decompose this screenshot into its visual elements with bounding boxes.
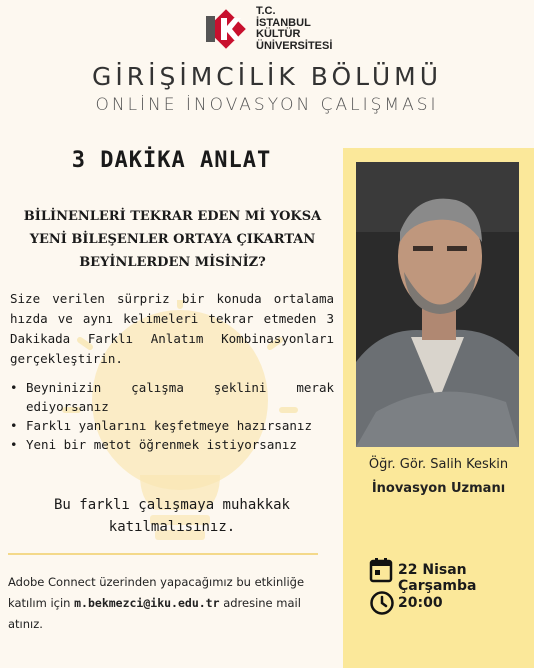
footer-line: Adobe Connect üzerinden yapacağımız bu etkinliğe [8, 575, 305, 589]
list-item-text: Farklı yanlarını keşfetmeye hazırsanız [26, 418, 312, 433]
question-line: YENİ BİLEŞENLER ORTAYA ÇIKARTAN [29, 232, 316, 247]
list-item [10, 378, 334, 416]
logo-line: ÜNİVERSİTESİ [256, 39, 333, 52]
bullet-icon: • [10, 380, 18, 395]
event-headline: 3 DAKİKA ANLAT [71, 148, 272, 173]
calendar-icon [369, 557, 393, 583]
call-to-action [10, 494, 334, 538]
list-item-text: Beyninizin çalışma şeklini merak ediyorsanız [26, 380, 334, 414]
description-text: Size verilen sürpriz bir konuda ortalama hızda ve aynı kelimeleri tekrar etmeden 3 Dakikada Farklı Anlatım Kombinasyonları gerçekleştirin. [10, 291, 334, 366]
cta-line: Bu farklı çalışmaya muhakkak [53, 497, 290, 513]
list-item-text: Yeni bir metot öğrenmek istiyorsanız [26, 437, 297, 452]
footer-line: atınız. [8, 617, 43, 631]
divider [8, 553, 318, 555]
question-text [10, 205, 335, 274]
contact-email-link[interactable]: m.bekmezci@iku.edu.tr [74, 596, 220, 610]
question-line: BİLİNENLERİ TEKRAR EDEN Mİ YOKSA [23, 209, 322, 224]
event-date: 22 Nisan Çarşamba [398, 562, 477, 594]
logo-line: T.C. [256, 5, 276, 17]
logo-line: İSTANBUL [256, 16, 311, 29]
university-name [256, 6, 332, 52]
benefits-list [10, 378, 334, 454]
department-title: GİRİŞİMCİLİK BÖLÜMÜ [91, 62, 442, 91]
registration-info [8, 572, 336, 635]
speaker-role: İnovasyon Uzmanı [371, 481, 506, 496]
footer-line [8, 593, 336, 614]
event-time: 20:00 [398, 595, 443, 611]
cta-line: katılmalısınız. [108, 519, 236, 535]
speaker-name: Öğr. Gör. Salih Keskin [368, 457, 509, 472]
footer-text: adresine mail [223, 596, 301, 610]
list-item [10, 435, 334, 454]
logo-line: KÜLTÜR [256, 28, 301, 40]
list-item [10, 416, 334, 435]
bullet-icon: • [10, 418, 18, 433]
footer-text: katılım için [8, 596, 71, 610]
clock-icon [369, 590, 395, 616]
speaker-photo [356, 162, 519, 447]
university-logo-icon [203, 6, 249, 52]
department-subtitle: ONLİNE İNOVASYON ÇALIŞMASI [95, 95, 439, 115]
question-line: BEYİNLERDEN MİSİNİZ? [79, 255, 266, 270]
bullet-icon: • [10, 437, 18, 452]
